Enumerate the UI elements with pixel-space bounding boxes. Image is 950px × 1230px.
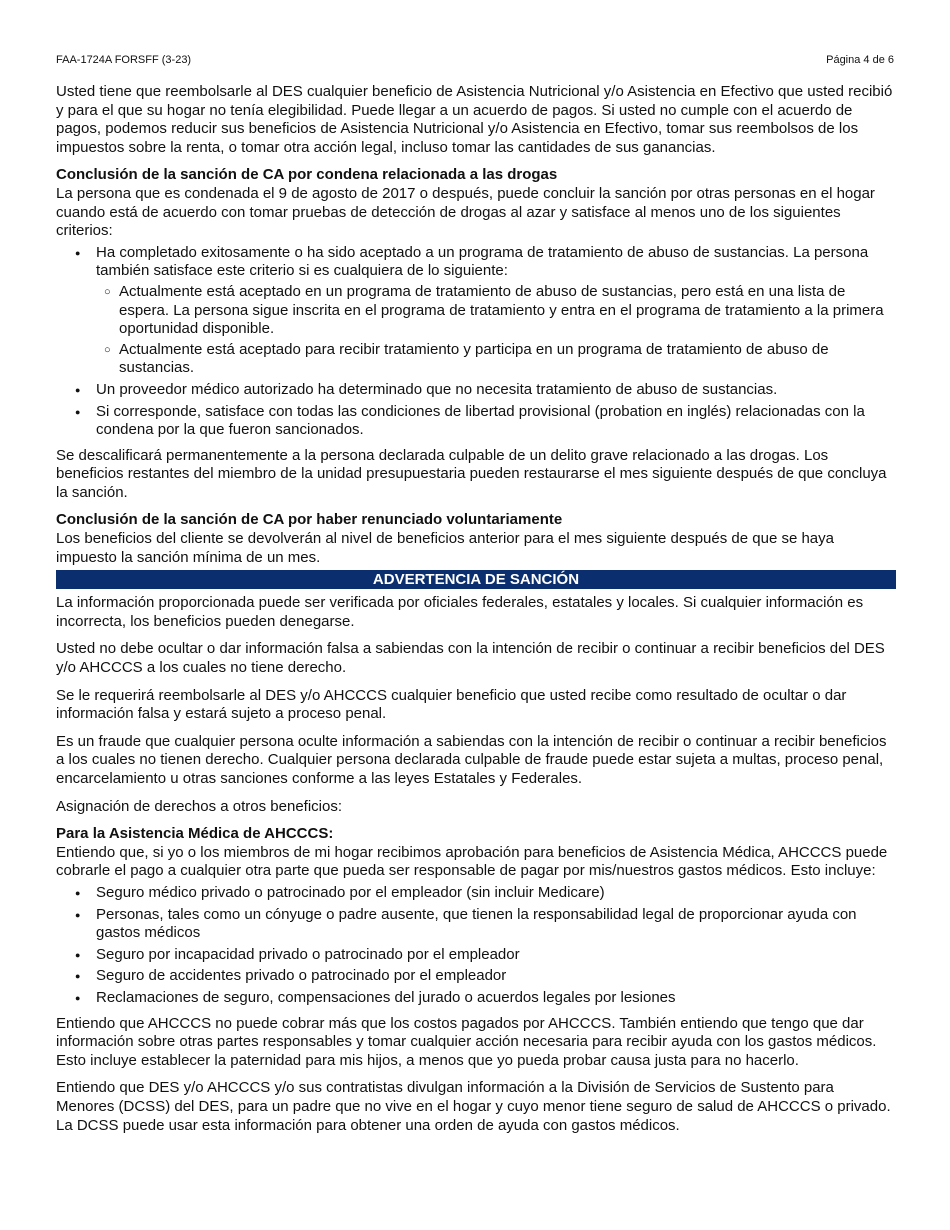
ahcccs-intro: Entiendo que, si yo o los miembros de mi hogar recibimos aprobación para beneficios de Asistencia Médica, AHCCCS puede cobrarle el pago a cualquier otra parte que pueda ser responsable de pagar por mis/nuestros gastos médicos. Esto incluye: [56,843,888,880]
document-body [56,83,896,1144]
warning-paragraph: La información proporcionada puede ser verificada por oficiales federales, estatales y locales. Si cualquier información es incorrecta, los beneficios pueden denegarse. [56,594,864,630]
assignment-of-rights-label: Asignación de derechos a otros beneficios: [56,797,343,815]
ahcccs-payers-list [56,884,896,1008]
list-item: ● Personas, tales como un cónyuge o padre ausente, que tienen la responsabilidad legal de proporcionar ayuda con gastos médicos [56,906,896,943]
voluntary-quit-text: Los beneficios del cliente se devolverán al nivel de beneficios anterior para el mes siguiente después de que se haya impuesto la sanción mínima de un mes. [56,530,834,566]
ahcccs-paragraph: Entiendo que AHCCCS no puede cobrar más que los costos pagados por AHCCCS. También entiendo que tengo que dar información sobre otras partes responsables y tomar cualquier acción necesaria para recibir ayuda con los gastos médicos. Esto incluye establecer la paternidad para mis hijos, a menos que yo pueda probar causa justa para no hacerlo. [56,1014,877,1069]
page-number: Página 4 de 6 [826,54,894,66]
repayment-paragraph: Usted tiene que reembolsarle al DES cualquier beneficio de Asistencia Nutricional y/o Asistencia en Efectivo que usted recibió y para el que su hogar no tenía elegibilidad. Puede llegar a un acuerdo de pagos. Si usted no cumple con el acuerdo de pagos, podemos reducir sus beneficios de Asistencia Nutricional y/o Asistencia en Efectivo, tomar sus reembolsos de los impuestos sobre la renta, o tomar otra acción legal, incluso tomar las cantidades de sus ganancias. [56,83,893,156]
warning-paragraph: Usted no debe ocultar o dar información falsa a sabiendas con la intención de recibir o continuar a recibir beneficios del DES y/o AHCCCS a los cuales no tiene derecho. [56,640,885,677]
voluntary-quit-heading: Conclusión de la sanción de CA por haber renunciado voluntariamente [56,511,563,529]
drug-sanction-closing: Se descalificará permanentemente a la persona declarada culpable de un delito grave relacionado a las drogas. Los beneficios restantes del miembro de la unidad presupuestaria pueden restaurarse el mes siguiente después de que concluya la sanción. [56,446,887,501]
list-item: ● Un proveedor médico autorizado ha determinado que no necesita tratamiento de abuso de sustancias. [56,381,896,400]
ahcccs-paragraph: Entiendo que DES y/o AHCCCS y/o sus contratistas divulgan información a la División de Servicios de Sustento para Menores (DCSS) del DES, para un padre que no vive en el hogar y cuyo menor tiene seguro de salud de AHCCCS o privado. La DCSS puede usar esta información para obtener una orden de ayuda con gastos médicos. [56,1079,891,1134]
form-id: FAA-1724A FORSFF (3-23) [56,54,192,66]
warning-paragraph: Es un fraude que cualquier persona oculte información a sabiendas con la intención de recibir o continuar a recibir beneficios a los cuales no tienen derecho. Cualquier persona declarada culpable de fraude puede estar sujeta a multas, proceso penal, encarcelamiento u otras sanciones conforme a las leyes Estatales y Federales. [56,732,887,787]
list-item: ○ Actualmente está aceptado en un programa de tratamiento de abuso de sustancias, pero está en una lista de espera. La persona sigue inscrita en el programa de tratamiento y entra en el programa de tratamiento a la primera oportunidad disponible. [96,283,896,339]
list-item: ● Si corresponde, satisface con todas las condiciones de libertad provisional (probation en inglés) relacionadas con la condena por la que fueron sancionados. [56,403,896,440]
list-item: ● Seguro por incapacidad privado o patrocinado por el empleador [56,946,896,965]
list-item: ● Reclamaciones de seguro, compensaciones del jurado o acuerdos legales por lesiones [56,989,896,1008]
drug-criteria-list [56,244,896,440]
ahcccs-heading: Para la Asistencia Médica de AHCCCS: [56,825,334,843]
criteria-treatment: Ha completado exitosamente o ha sido aceptado a un programa de tratamiento de abuso de sustancias. La persona también satisface este criterio si es cualquiera de lo siguiente: [96,243,869,280]
warning-paragraph: Se le requerirá reembolsarle al DES y/o AHCCCS cualquier beneficio que usted recibe como resultado de ocultar o dar información falsa y estará sujeto a proceso penal. [56,686,847,723]
drug-sanction-heading: Conclusión de la sanción de CA por condena relacionada a las drogas [56,166,558,184]
list-item: ● Seguro de accidentes privado o patrocinado por el empleador [56,967,896,986]
sanction-warning-banner: ADVERTENCIA DE SANCIÓN [56,570,896,589]
list-item: ○ Actualmente está aceptado para recibir tratamiento y participa en un programa de tratamiento de abuso de sustancias. [96,341,896,378]
list-item: ● Seguro médico privado o patrocinado por el empleador (sin incluir Medicare) [56,884,896,903]
treatment-sublist [96,283,896,378]
list-item [56,244,896,378]
drug-sanction-intro: La persona que es condenada el 9 de agosto de 2017 o después, puede concluir la sanción por otras personas en el hogar cuando está de acuerdo con tomar pruebas de detección de drogas al azar y satisface al menos uno de los siguientes criterios: [56,184,875,240]
